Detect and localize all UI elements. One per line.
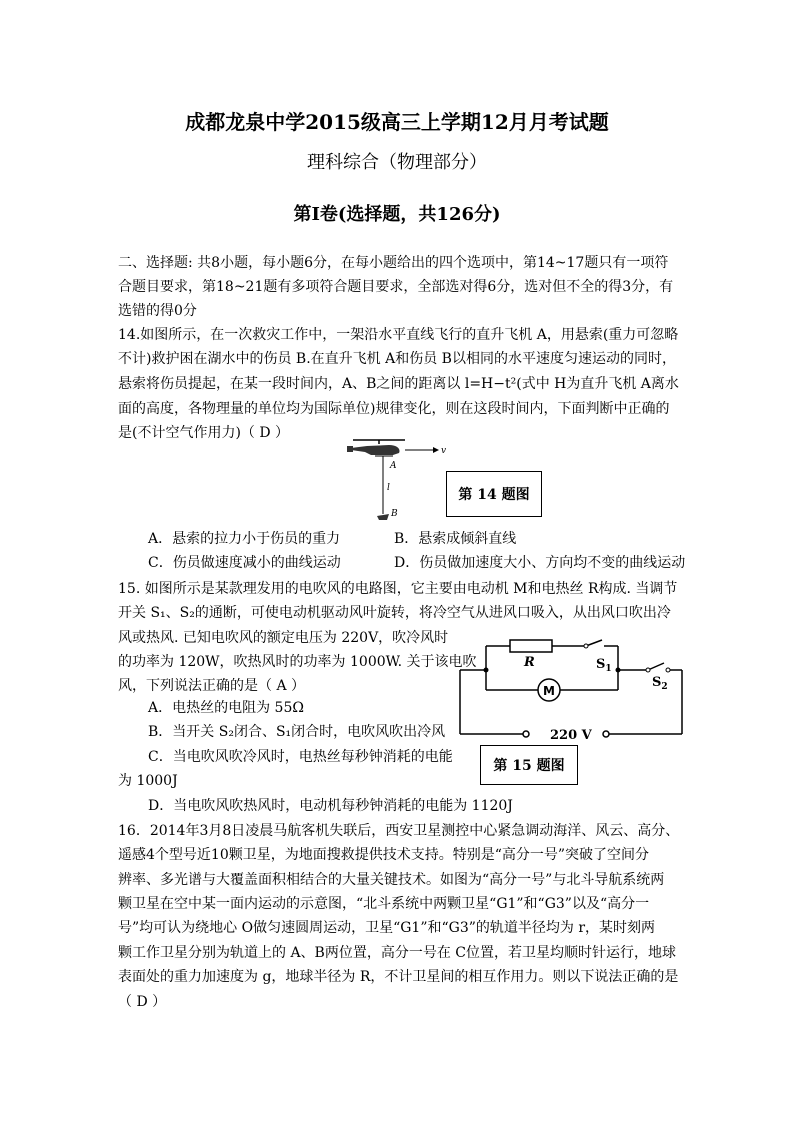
option-b: B．当开关 S₂闭合、S₁闭合时，电吹风吹出冷风 — [148, 724, 446, 740]
option-c: C．当电吹风吹冷风时，电热丝每秒钟消耗的电能 — [148, 749, 453, 765]
person-icon — [377, 514, 389, 520]
option-d: D．当电吹风吹热风时，电动机每秒钟消耗的电能为 1120J — [148, 798, 513, 814]
question-line: 14.如图所示，在一次救灾工作中，一架沿水平直线飞行的直升飞机 A，用悬索(重力可忽略 — [118, 327, 679, 343]
question-line: 悬索将伤员提起，在某一段时间内，A、B之间的距离以 l=H−t²(式中 H为直升飞机 A离水 — [118, 376, 679, 392]
question-line: 开关 S₁、S₂的通断，可使电动机驱动风叶旋转，将冷空气从进风口吸入，从出风口吹出冷 — [118, 605, 671, 621]
option-a: A．悬索的拉力小于伤员的重力 — [148, 531, 341, 547]
resistor-icon — [510, 640, 552, 652]
option-c-cont: 为 1000J — [118, 773, 178, 789]
intro-line: 合题目要求，第18~21题有多项符合题目要求，全部选对得6分，选对但不全的得3分，有 — [118, 279, 674, 295]
option-b: B．悬索成倾斜直线 — [394, 531, 517, 547]
label-l: l — [387, 483, 390, 493]
label-v: v — [441, 446, 447, 456]
question-line: 不计)救护困在湖水中的伤员 B.在直升飞机 A和伤员 B以相同的水平速度匀速运动的同时， — [118, 351, 676, 367]
label-a: A — [390, 461, 397, 471]
page-title: 成都龙泉中学2015级高三上学期12月月考试题 — [185, 110, 609, 134]
label-m: M — [543, 684, 555, 698]
label-voltage: 220 V — [550, 728, 592, 743]
question-line: 颗工作卫星分别为轨道上的 A、B两位置，高分一号在 C位置，若卫星均顺时针运行，地球 — [118, 945, 677, 961]
question-line: 表面处的重力加速度为 g，地球半径为 R，不计卫星间的相互作用力。则以下说法正确的是 — [118, 969, 679, 985]
question-line: 遥感4个型号近10颗卫星，为地面搜救提供技术支持。特别是“高分一号”突破了空间分 — [118, 847, 650, 863]
helicopter-icon — [347, 440, 405, 456]
question-line: （ D ） — [118, 994, 167, 1010]
question-line: 号”均可认为绕地心 O做匀速圆周运动，卫星“G1”和“G3”的轨道半径均为 r，某时刻两 — [118, 920, 656, 936]
question-line: 风或热风. 已知电吹风的额定电压为 220V，吹冷风时 — [118, 630, 449, 646]
question-line: 15. 如图所示是某款理发用的电吹风的电路图，它主要由电动机 M和电热丝 R构成. 当调节 — [118, 581, 678, 597]
label-s1: $S_1$ — [596, 657, 612, 674]
question-line: 风，下列说法正确的是（ A ） — [118, 678, 306, 694]
question-line: 面的高度，各物理量的单位均为国际单位)规律变化，则在这段时间内，下面判断中正确的 — [118, 401, 670, 417]
helicopter-figure — [345, 436, 455, 528]
figure-14-label-text: 第 14 题图 — [458, 487, 530, 503]
question-line: 是(不计空气作用力)（ D ） — [118, 425, 290, 441]
figure-15-label — [480, 745, 578, 785]
figure-15-label-text: 第 15 题图 — [493, 758, 565, 774]
label-s2: $S_2$ — [652, 675, 668, 692]
page-subtitle: 理科综合（物理部分） — [307, 152, 487, 173]
option-d: D．伤员做加速度大小、方向均不变的曲线运动 — [394, 555, 686, 571]
intro-line: 二、选择题: 共8小题，每小题6分，在每小题给出的四个选项中，第14~17题只有一项符 — [118, 255, 669, 271]
question-line: 16．2014年3月8日凌晨马航客机失联后，西安卫星测控中心紧急调动海洋、风云、高分、 — [118, 823, 680, 839]
label-b: B — [391, 509, 398, 519]
label-r: R — [524, 655, 535, 670]
figure-14-label — [446, 471, 542, 517]
question-line: 颗卫星在空中某一面内运动的示意图，“北斗系统中两颗卫星“G1”和“G3”以及“高分一 — [118, 896, 650, 912]
section-heading: 第Ⅰ卷(选择题，共126分) — [293, 204, 501, 225]
circuit-diagram — [456, 636, 688, 748]
intro-line: 选错的得0分 — [118, 303, 197, 319]
question-line: 辨率、多光谱与大覆盖面积相结合的大量关键技术。如图为“高分一号”与北斗导航系统两 — [118, 872, 665, 888]
option-a: A．电热丝的电阻为 55Ω — [148, 700, 304, 716]
question-line: 的功率为 120W，吹热风时的功率为 1000W. 关于该电吹 — [118, 654, 477, 670]
option-c: C．伤员做速度减小的曲线运动 — [148, 555, 341, 571]
